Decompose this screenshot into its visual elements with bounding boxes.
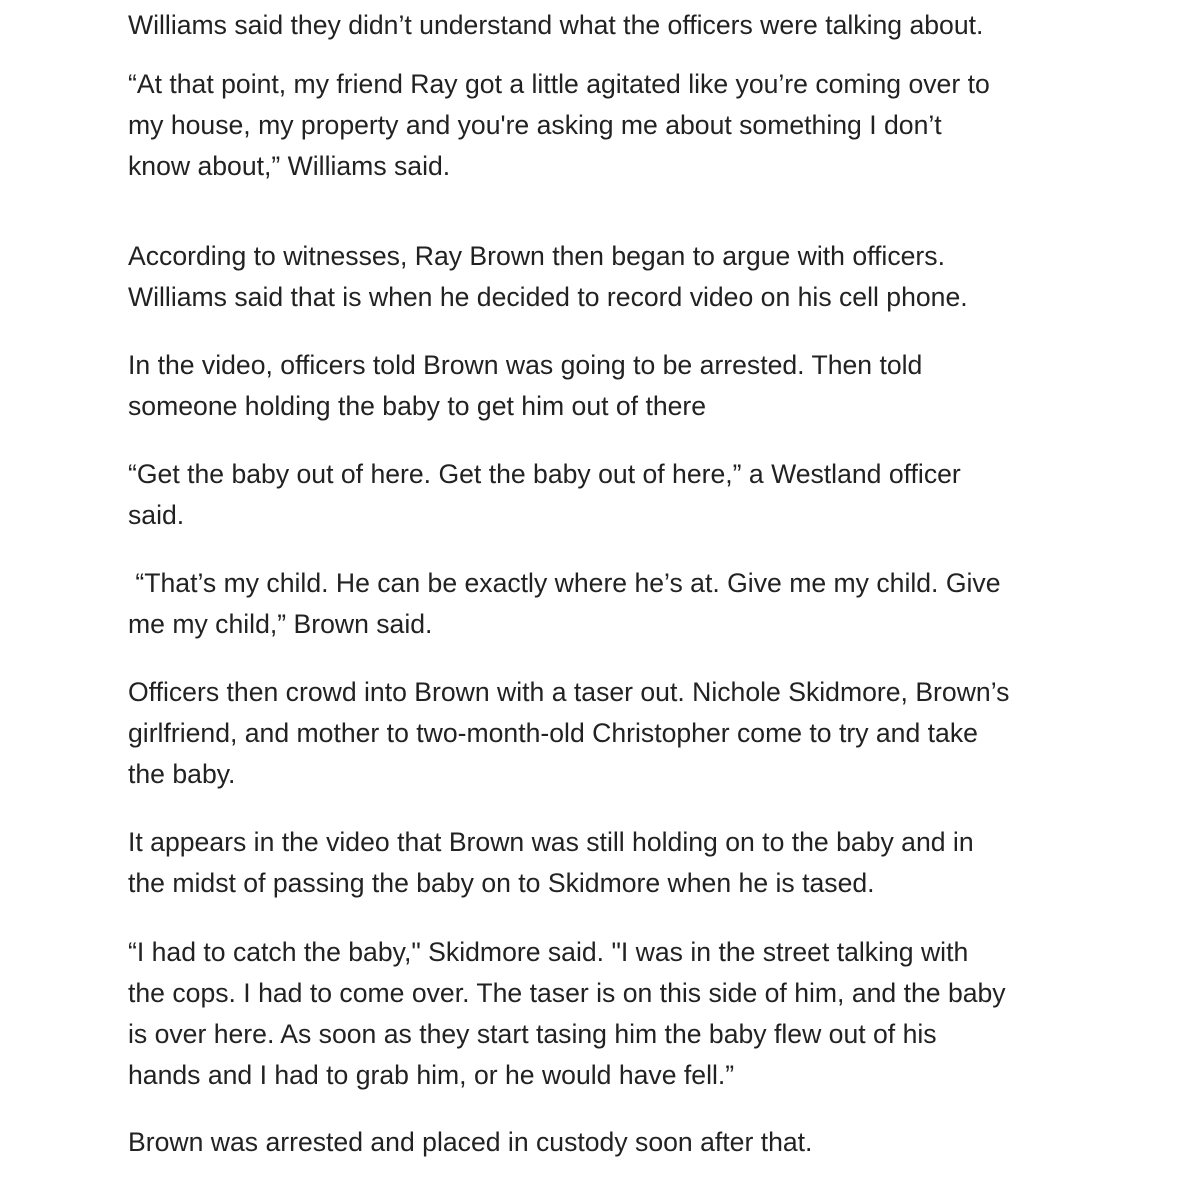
paragraph-2 <box>128 64 990 187</box>
text-line: the baby. <box>128 759 236 789</box>
text-line: “Get the baby out of here. Get the baby out of here,” a Westland officer <box>128 459 961 489</box>
paragraph-9 <box>128 932 1006 1096</box>
text-line: In the video, officers told Brown was going to be arrested. Then told <box>128 350 923 380</box>
paragraph-8 <box>128 822 974 904</box>
paragraph-6 <box>128 563 1001 645</box>
text-line: someone holding the baby to get him out of there <box>128 391 707 421</box>
text-line: know about,” Williams said. <box>128 151 451 181</box>
text-line: “At that point, my friend Ray got a little agitated like you’re coming over to <box>128 69 990 99</box>
text-line: Williams said that is when he decided to record video on his cell phone. <box>128 282 968 312</box>
text-line: me my child,” Brown said. <box>128 609 433 639</box>
text-line: girlfriend, and mother to two-month-old Christopher come to try and take <box>128 718 978 748</box>
paragraph-1 <box>128 5 983 46</box>
text-line: the midst of passing the baby on to Skidmore when he is tased. <box>128 868 875 898</box>
text-line: It appears in the video that Brown was still holding on to the baby and in <box>128 827 974 857</box>
text-line: Brown was arrested and placed in custody soon after that. <box>128 1127 813 1157</box>
text-line: my house, my property and you're asking me about something I don’t <box>128 110 942 140</box>
paragraph-7 <box>128 672 1009 795</box>
text-line: the cops. I had to come over. The taser is on this side of him, and the baby <box>128 978 1006 1008</box>
text-line: said. <box>128 500 185 530</box>
paragraph-3 <box>128 236 968 318</box>
paragraph-4 <box>128 345 922 427</box>
text-line: hands and I had to grab him, or he would have fell.” <box>128 1060 735 1090</box>
text-line: Officers then crowd into Brown with a taser out. Nichole Skidmore, Brown’s <box>128 677 1010 707</box>
text-line: “That’s my child. He can be exactly where he’s at. Give me my child. Give <box>128 568 1001 598</box>
text-line: According to witnesses, Ray Brown then began to argue with officers. <box>128 241 945 271</box>
paragraph-10 <box>128 1122 812 1163</box>
text-line: “I had to catch the baby," Skidmore said. "I was in the street talking with <box>128 937 969 967</box>
text-line: Williams said they didn’t understand what the officers were talking about. <box>128 10 984 40</box>
paragraph-5 <box>128 454 961 536</box>
text-line: is over here. As soon as they start tasing him the baby flew out of his <box>128 1019 937 1049</box>
